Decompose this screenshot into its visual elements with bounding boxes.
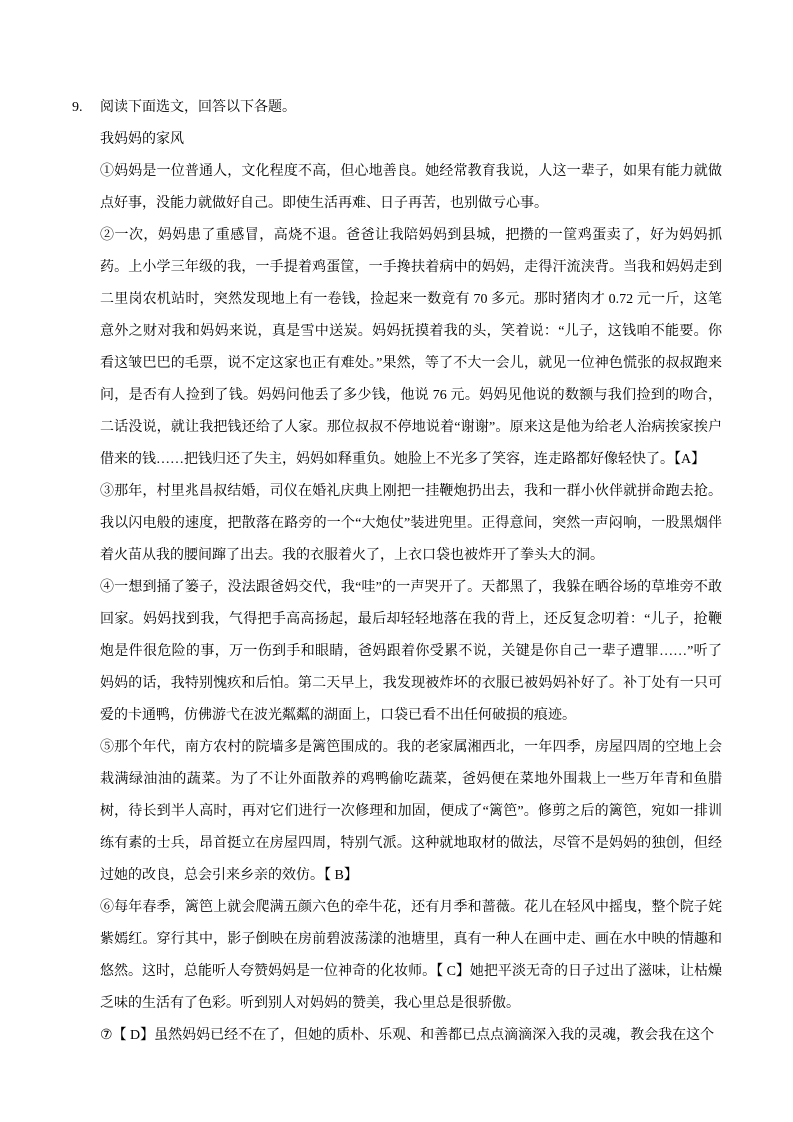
passage-paragraph: ③那年，村里兆昌叔结婚，司仪在婚礼庆典上刚把一挂鞭炮扔出去，我和一群小伙伴就拼命跑去抢。我以闪电般的速度，把散落在路旁的一个“大炮仗”装进兜里。正得意间，突然一声闷响，一股黑烟伴着火苗从我的腰间蹿了出去。我的衣服着火了，上衣口袋也被炸开了拳头大的洞。 [100,484,722,563]
passage-paragraph: ⑥每年春季，篱笆上就会爬满五颜六色的牵牛花，还有月季和蔷薇。花儿在轻风中摇曳，整个院子姹紫嫣红。穿行其中，影子倒映在房前碧波荡漾的池塘里，真有一种人在画中走、画在水中映的情趣和悠然。这时，总能听人夸赞妈妈是一位神奇的化妆师。【 C】她把平淡无奇的日子过出了滋味，让枯燥乏味的生活有了色彩。听到别人对妈妈的赞美，我心里总是很骄傲。 [100,900,722,1011]
passage-title: 我妈妈的家风 [100,132,184,147]
passage-paragraph: ⑦【 D】虽然妈妈已经不在了，但她的质朴、乐观、和善都已点点滴滴深入我的灵魂，教会我在这个 [100,1028,715,1043]
passage-paragraph: ⑤那个年代，南方农村的院墙多是篱笆围成的。我的老家属湘西北，一年四季，房屋四周的空地上会栽满绿油油的蔬菜。为了不让外面散养的鸡鸭偷吃蔬菜，爸妈便在菜地外围栽上一些万年青和鱼腊树，待长到半人高时，再对它们进行一次修理和加固，便成了“篱笆”。修剪之后的篱笆，宛如一排训练有素的士兵，昂首挺立在房屋四周，特别气派。这种就地取材的做法，尽管不是妈妈的独创，但经过她的改良，总会引来乡亲的效仿。【 B】 [100,740,722,883]
question-header [72,92,722,124]
question-prompt: 阅读下面选文，回答以下各题。 [100,100,296,115]
passage-body [100,156,722,1052]
passage-paragraph: ④一想到捅了篓子，没法跟爸妈交代，我“哇”的一声哭开了。天都黑了，我躲在晒谷场的草堆旁不敢回家。妈妈找到我，气得把手高高扬起，最后却轻轻地落在我的背上，还反复念叨着：“儿子，抢鞭炮是件很危险的事，万一伤到手和眼睛，爸妈跟着你受累不说，关键是你自己一辈子遭罪……”听了妈妈的话，我特别愧疚和后怕。第二天早上，我发现被炸坏的衣服已被妈妈补好了。补丁处有一只可爱的卡通鸭，仿佛游弋在波光粼粼的湖面上，口袋已看不出任何破损的痕迹。 [100,580,722,723]
passage [100,124,722,1052]
question-number: 9. [72,100,83,115]
passage-paragraph: ①妈妈是一位普通人，文化程度不高，但心地善良。她经常教育我说，人这一辈子，如果有能力就做点好事，没能力就做好自己。即使生活再难、日子再苦，也别做亏心事。 [100,164,722,211]
passage-paragraph: ②一次，妈妈患了重感冒，高烧不退。爸爸让我陪妈妈到县城，把攒的一筐鸡蛋卖了，好为妈妈抓药。上小学三年级的我，一手提着鸡蛋筐，一手搀扶着病中的妈妈，走得汗流浃背。当我和妈妈走到二里岗农机站时，突然发现地上有一卷钱，捡起来一数竟有 70 多元。那时猪肉才 0.72 元一斤，这笔意外之财对我和妈妈来说，真是雪中送炭。妈妈抚摸着我的头，笑着说：“儿子，这钱咱不能要。你看这皱巴巴的毛票，说不定这家也正有难处。”果然，等了不大一会儿，就见一位神色慌张的叔叔跑来问，是否有人捡到了钱。妈妈问他丢了多少钱，他说 76 元。妈妈见他说的数额与我们捡到的吻合，二话没说，就让我把钱还给了人家。那位叔叔不停地说着“谢谢”。原来这是他为给老人治病挨家挨户借来的钱……把钱归还了失主，妈妈如释重负。她脸上不光多了笑容，连走路都好像轻快了。【A】 [100,228,722,467]
